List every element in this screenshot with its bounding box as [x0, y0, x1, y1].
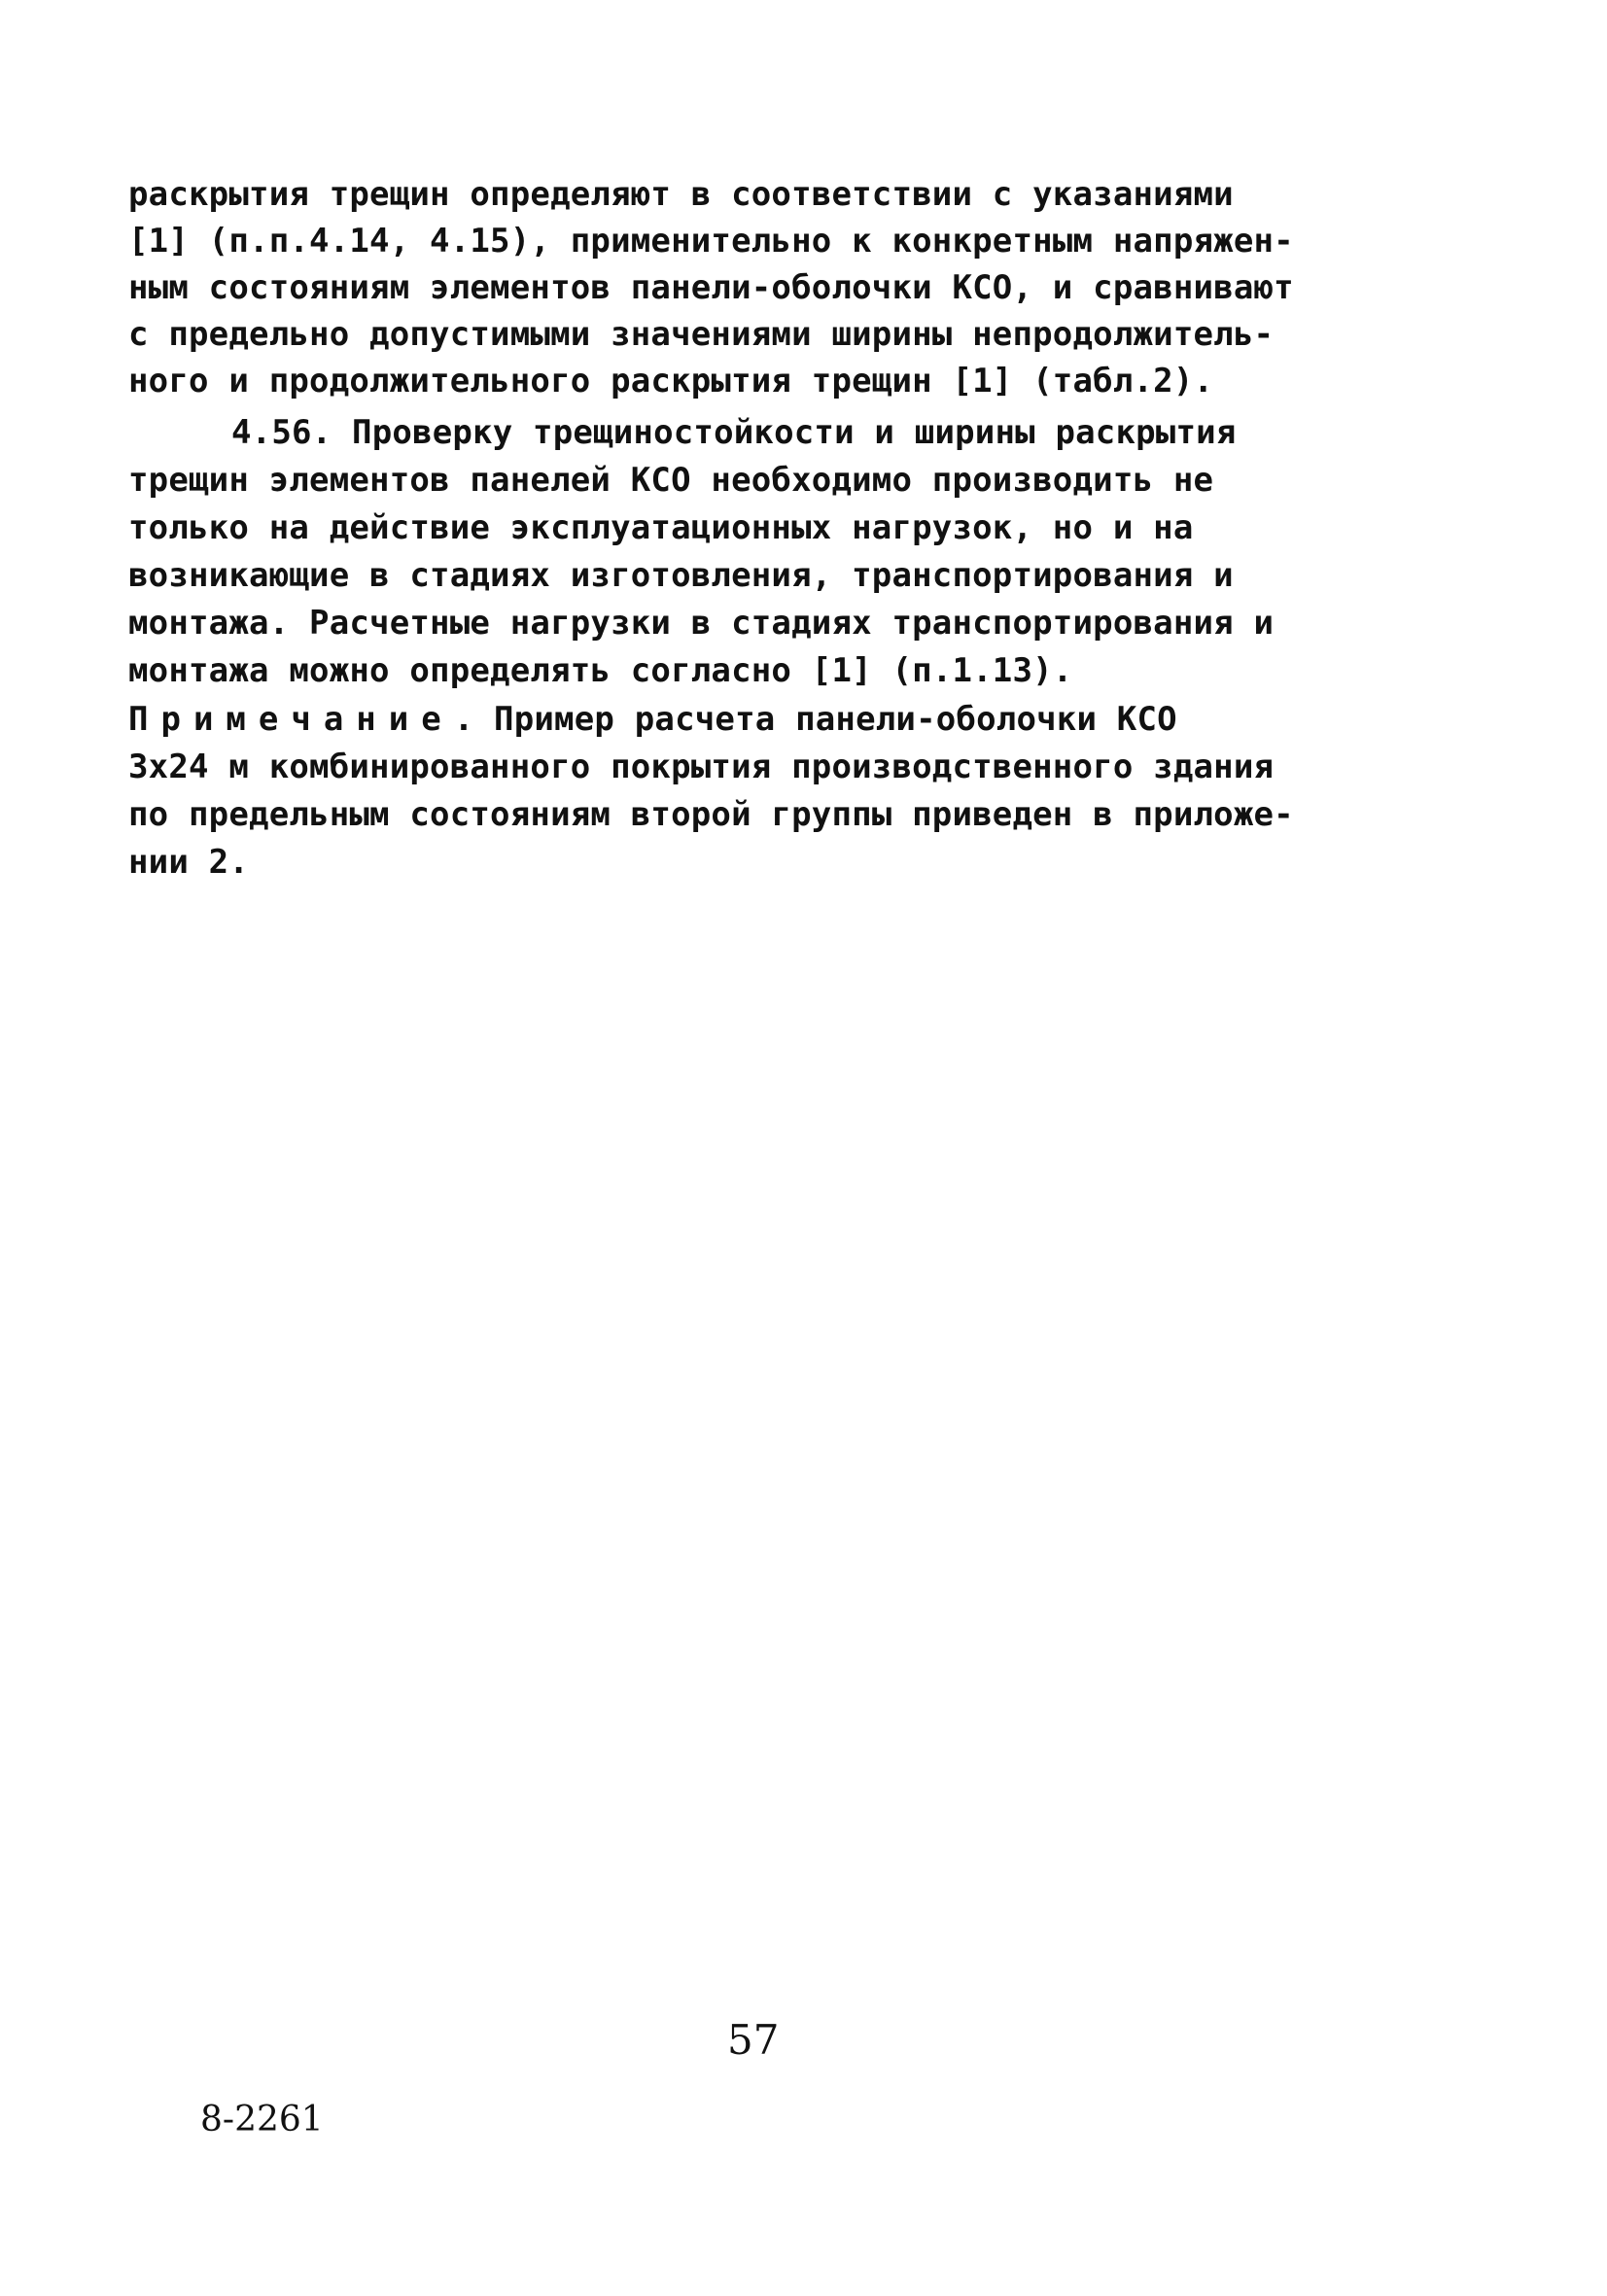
- note-text: . Пример расчета панели-оболочки КСО: [453, 700, 1177, 739]
- text-line: трещин элементов панелей КСО необходимо производить не: [128, 461, 1214, 500]
- text-line: только на действие эксплуатационных нагрузок, но и на: [128, 508, 1194, 547]
- text-line: раскрытия трещин определяют в соответствии с указаниями: [128, 175, 1234, 214]
- page-number: 57: [727, 2016, 780, 2064]
- text-line: 3х24 м комбинированного покрытия производственного здания: [128, 748, 1275, 786]
- text-line: возникающие в стадиях изготовления, транспортирования и: [128, 556, 1234, 595]
- text-line: с предельно допустимыми значениями ширины непродолжитель-: [128, 315, 1275, 354]
- text-line: ного и продолжительного раскрытия трещин [1] (табл.2).: [128, 362, 1214, 400]
- print-code: 8-2261: [200, 2100, 324, 2139]
- text-line: монтажа можно определять согласно [1] (п.1.13).: [128, 651, 1073, 690]
- text-line: [1] (п.п.4.14, 4.15), применительно к конкретным напряжен-: [128, 222, 1294, 261]
- text-line: по предельным состояниям второй группы приведен в приложе-: [128, 795, 1294, 834]
- text-line: ным состояниям элементов панели-оболочки КСО, и сравнивают: [128, 268, 1294, 307]
- note-line: [128, 696, 1177, 743]
- text-line: монтажа. Расчетные нагрузки в стадиях транспортирования и: [128, 604, 1275, 643]
- paragraph-start-line: 4.56. Проверку трещиностойкости и ширины раскрытия: [231, 413, 1237, 452]
- note-label: Примечание: [128, 700, 454, 739]
- text-line: нии 2.: [128, 843, 250, 882]
